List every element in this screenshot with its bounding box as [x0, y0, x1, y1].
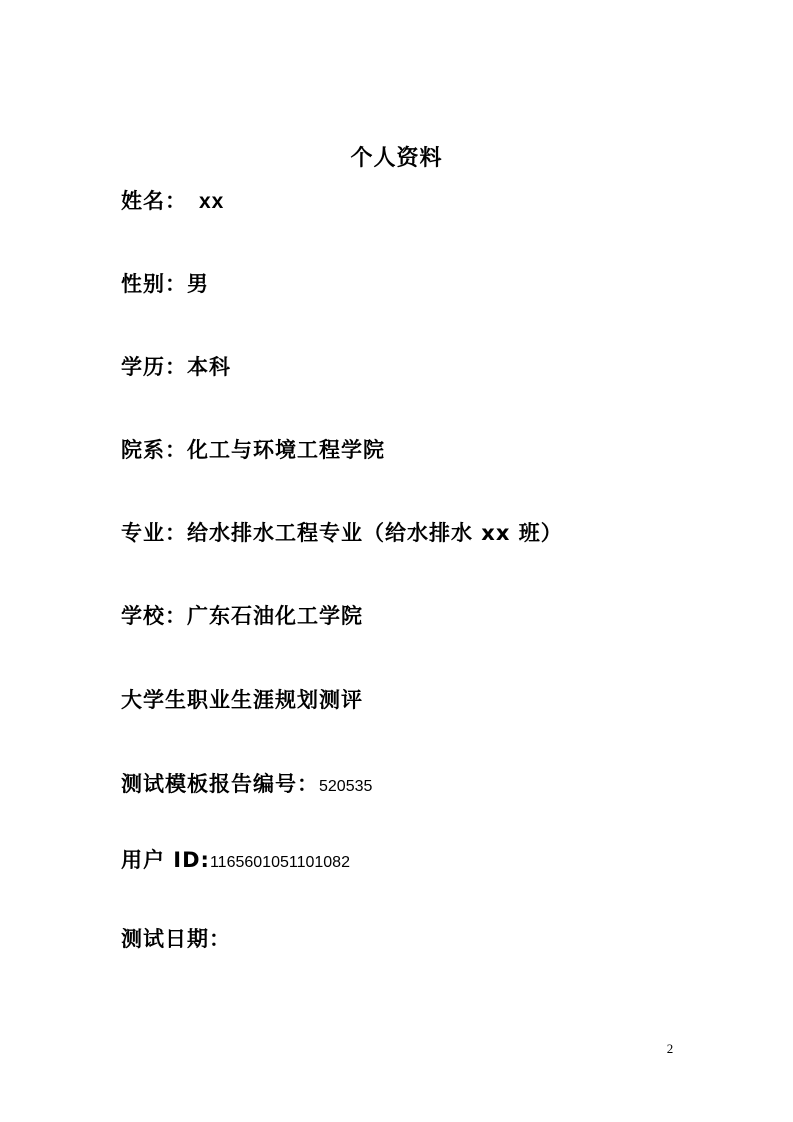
- school-label: 学校：: [121, 604, 187, 628]
- department-field: [121, 435, 385, 465]
- education-value: 本科: [187, 355, 231, 379]
- report-id-value: 520535: [319, 778, 373, 795]
- assessment-heading: [121, 685, 363, 715]
- report-id-field: [121, 769, 372, 802]
- school-value: 广东石油化工学院: [187, 604, 363, 628]
- name-value: xx: [199, 190, 225, 213]
- name-label: 姓名：: [121, 189, 187, 213]
- name-field: [121, 186, 224, 217]
- page-number: 2: [666, 1041, 674, 1056]
- user-id-field: [121, 845, 350, 878]
- department-label: 院系：: [121, 438, 187, 462]
- test-date-label: 测试日期：: [121, 927, 231, 951]
- assessment-label: 大学生职业生涯规划测评: [121, 688, 363, 712]
- gender-label: 性别：: [121, 272, 187, 296]
- major-field: [121, 518, 563, 548]
- education-label: 学历：: [121, 355, 187, 379]
- gender-field: [121, 269, 209, 299]
- user-id-label: 用户 ID:: [121, 848, 210, 872]
- gender-value: 男: [187, 272, 209, 296]
- education-field: [121, 352, 231, 382]
- major-label: 专业：: [121, 521, 187, 545]
- department-value: 化工与环境工程学院: [187, 438, 385, 462]
- major-value: 给水排水工程专业（给水排水 xx 班）: [187, 521, 563, 545]
- report-id-label: 测试模板报告编号：: [121, 772, 319, 796]
- test-date-field: [121, 924, 231, 954]
- user-id-value: 1165601051101082: [209, 854, 350, 871]
- school-field: [121, 601, 363, 631]
- page-title: 个人资料: [350, 146, 443, 171]
